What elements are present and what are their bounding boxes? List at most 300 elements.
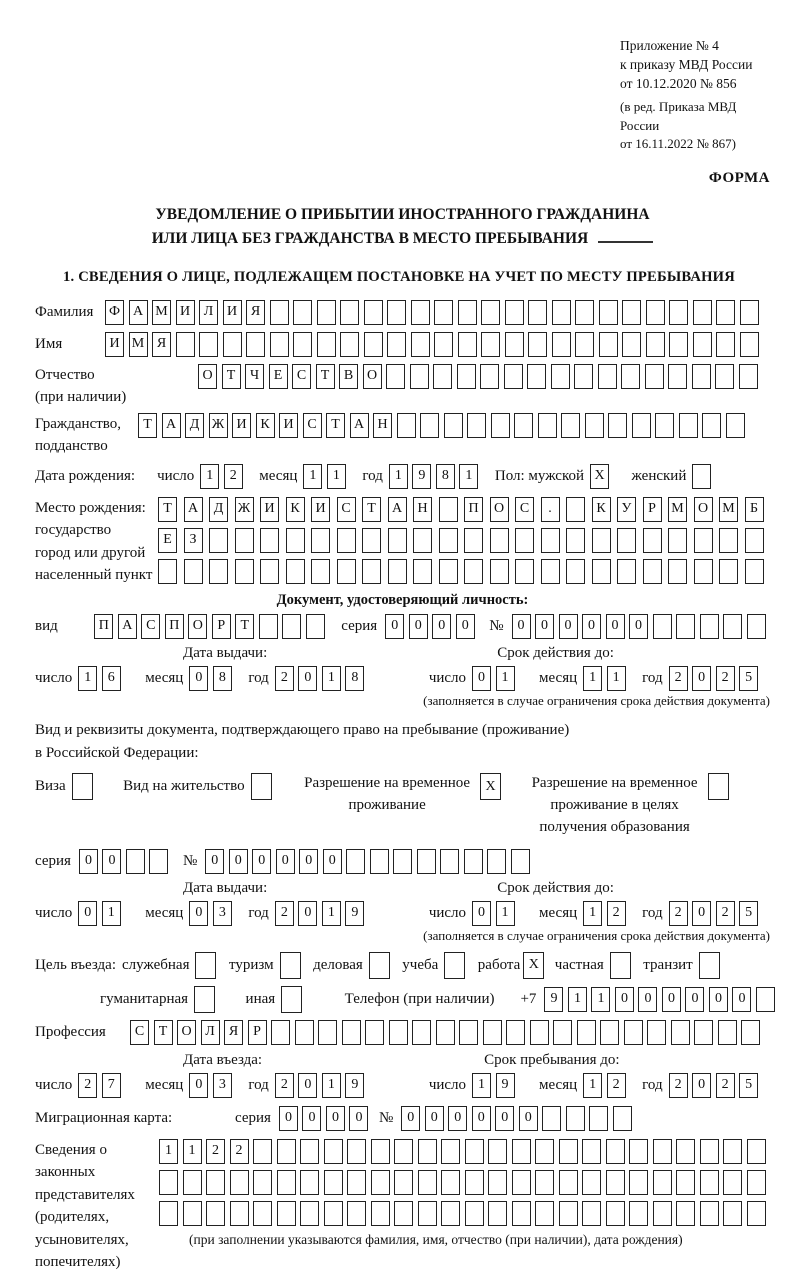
char-box[interactable]: 2 bbox=[716, 901, 735, 926]
char-box[interactable] bbox=[230, 1201, 249, 1226]
char-box[interactable] bbox=[418, 1139, 437, 1164]
char-box[interactable] bbox=[394, 1139, 413, 1164]
char-box[interactable] bbox=[440, 849, 459, 874]
char-box[interactable]: 0 bbox=[662, 987, 681, 1012]
char-box[interactable] bbox=[282, 614, 301, 639]
temp-edu-checkbox[interactable] bbox=[708, 773, 734, 800]
char-box[interactable] bbox=[515, 559, 534, 584]
char-box[interactable] bbox=[286, 559, 305, 584]
char-box[interactable] bbox=[504, 364, 523, 389]
char-box[interactable] bbox=[347, 1201, 366, 1226]
doc-issue-month-boxes[interactable] bbox=[189, 666, 236, 691]
char-box[interactable]: С bbox=[130, 1020, 149, 1045]
char-box[interactable] bbox=[491, 413, 510, 438]
char-box[interactable] bbox=[528, 300, 547, 325]
sex-male-checkbox[interactable] bbox=[590, 464, 614, 489]
char-box[interactable] bbox=[512, 1201, 531, 1226]
char-box[interactable] bbox=[643, 559, 662, 584]
char-box[interactable] bbox=[756, 987, 775, 1012]
char-box[interactable]: 1 bbox=[459, 464, 478, 489]
char-box[interactable] bbox=[413, 559, 432, 584]
char-box[interactable] bbox=[511, 849, 530, 874]
char-box[interactable] bbox=[340, 300, 359, 325]
char-box[interactable] bbox=[643, 528, 662, 553]
char-box[interactable]: X bbox=[480, 773, 501, 800]
purpose-official-checkbox[interactable] bbox=[195, 952, 221, 979]
char-box[interactable] bbox=[434, 332, 453, 357]
char-box[interactable] bbox=[159, 1170, 178, 1195]
char-box[interactable] bbox=[369, 952, 390, 979]
char-box[interactable]: 0 bbox=[606, 614, 625, 639]
char-box[interactable]: Р bbox=[212, 614, 231, 639]
patronymic-boxes[interactable] bbox=[198, 364, 762, 389]
char-box[interactable]: 0 bbox=[425, 1106, 444, 1131]
stay-day-boxes[interactable] bbox=[472, 1073, 519, 1098]
char-box[interactable]: 0 bbox=[472, 901, 491, 926]
char-box[interactable]: П bbox=[94, 614, 113, 639]
char-box[interactable]: 0 bbox=[692, 666, 711, 691]
char-box[interactable]: 1 bbox=[78, 666, 97, 691]
doc-type-boxes[interactable] bbox=[94, 614, 329, 639]
char-box[interactable]: 0 bbox=[629, 614, 648, 639]
char-box[interactable] bbox=[389, 1020, 408, 1045]
char-box[interactable] bbox=[293, 332, 312, 357]
char-box[interactable]: 3 bbox=[213, 901, 232, 926]
mig-series-boxes[interactable] bbox=[279, 1106, 373, 1131]
char-box[interactable] bbox=[541, 559, 560, 584]
char-box[interactable]: М bbox=[152, 300, 171, 325]
char-box[interactable] bbox=[716, 332, 735, 357]
char-box[interactable] bbox=[293, 300, 312, 325]
char-box[interactable] bbox=[184, 559, 203, 584]
char-box[interactable]: 0 bbox=[205, 849, 224, 874]
char-box[interactable] bbox=[467, 413, 486, 438]
char-box[interactable]: 2 bbox=[275, 1073, 294, 1098]
doc-series-boxes[interactable] bbox=[385, 614, 479, 639]
char-box[interactable]: 0 bbox=[401, 1106, 420, 1131]
char-box[interactable] bbox=[723, 1201, 742, 1226]
char-box[interactable] bbox=[719, 559, 738, 584]
char-box[interactable] bbox=[719, 528, 738, 553]
char-box[interactable] bbox=[72, 773, 93, 800]
guardians-row-1[interactable] bbox=[159, 1139, 770, 1164]
char-box[interactable]: С bbox=[515, 497, 534, 522]
char-box[interactable] bbox=[610, 952, 631, 979]
char-box[interactable]: 0 bbox=[302, 1106, 321, 1131]
birth-day-boxes[interactable] bbox=[200, 464, 247, 489]
char-box[interactable]: 0 bbox=[685, 987, 704, 1012]
char-box[interactable] bbox=[528, 332, 547, 357]
char-box[interactable] bbox=[342, 1020, 361, 1045]
char-box[interactable] bbox=[388, 528, 407, 553]
char-box[interactable] bbox=[371, 1170, 390, 1195]
char-box[interactable] bbox=[235, 528, 254, 553]
mig-number-boxes[interactable] bbox=[401, 1106, 636, 1131]
char-box[interactable]: 5 bbox=[739, 901, 758, 926]
char-box[interactable] bbox=[387, 332, 406, 357]
res-valid-month-boxes[interactable] bbox=[583, 901, 630, 926]
char-box[interactable] bbox=[747, 1170, 766, 1195]
surname-boxes[interactable] bbox=[105, 300, 763, 325]
char-box[interactable] bbox=[671, 1020, 690, 1045]
char-box[interactable] bbox=[271, 1020, 290, 1045]
char-box[interactable]: Ч bbox=[245, 364, 264, 389]
char-box[interactable]: 1 bbox=[322, 1073, 341, 1098]
char-box[interactable] bbox=[458, 300, 477, 325]
char-box[interactable] bbox=[669, 300, 688, 325]
char-box[interactable] bbox=[693, 300, 712, 325]
char-box[interactable]: 1 bbox=[322, 666, 341, 691]
doc-valid-month-boxes[interactable] bbox=[583, 666, 630, 691]
char-box[interactable]: 0 bbox=[189, 666, 208, 691]
char-box[interactable]: Т bbox=[158, 497, 177, 522]
entry-day-boxes[interactable] bbox=[78, 1073, 125, 1098]
char-box[interactable]: Ж bbox=[235, 497, 254, 522]
char-box[interactable] bbox=[676, 614, 695, 639]
char-box[interactable]: 1 bbox=[159, 1139, 178, 1164]
char-box[interactable] bbox=[253, 1201, 272, 1226]
char-box[interactable] bbox=[253, 1170, 272, 1195]
char-box[interactable]: 9 bbox=[345, 1073, 364, 1098]
char-box[interactable] bbox=[592, 528, 611, 553]
char-box[interactable] bbox=[209, 559, 228, 584]
phone-boxes[interactable] bbox=[544, 987, 779, 1012]
char-box[interactable]: Я bbox=[224, 1020, 243, 1045]
char-box[interactable] bbox=[600, 1020, 619, 1045]
char-box[interactable] bbox=[324, 1170, 343, 1195]
char-box[interactable] bbox=[418, 1170, 437, 1195]
profession-boxes[interactable] bbox=[130, 1020, 765, 1045]
res-number-boxes[interactable] bbox=[205, 849, 534, 874]
char-box[interactable]: Т bbox=[235, 614, 254, 639]
char-box[interactable]: 1 bbox=[607, 666, 626, 691]
char-box[interactable] bbox=[158, 559, 177, 584]
char-box[interactable] bbox=[411, 332, 430, 357]
char-box[interactable] bbox=[281, 986, 302, 1013]
char-box[interactable] bbox=[441, 1201, 460, 1226]
char-box[interactable]: 9 bbox=[345, 901, 364, 926]
char-box[interactable]: 2 bbox=[78, 1073, 97, 1098]
char-box[interactable] bbox=[646, 300, 665, 325]
char-box[interactable]: 1 bbox=[389, 464, 408, 489]
char-box[interactable]: С bbox=[303, 413, 322, 438]
char-box[interactable]: Я bbox=[152, 332, 171, 357]
res-issue-day-boxes[interactable] bbox=[78, 901, 125, 926]
char-box[interactable]: Е bbox=[269, 364, 288, 389]
char-box[interactable] bbox=[552, 300, 571, 325]
char-box[interactable] bbox=[458, 332, 477, 357]
char-box[interactable]: Б bbox=[745, 497, 764, 522]
char-box[interactable] bbox=[487, 849, 506, 874]
doc-valid-year-boxes[interactable] bbox=[669, 666, 763, 691]
char-box[interactable] bbox=[183, 1201, 202, 1226]
char-box[interactable] bbox=[481, 300, 500, 325]
char-box[interactable] bbox=[700, 1201, 719, 1226]
char-box[interactable] bbox=[598, 364, 617, 389]
char-box[interactable] bbox=[387, 300, 406, 325]
char-box[interactable]: 5 bbox=[739, 1073, 758, 1098]
char-box[interactable] bbox=[582, 1170, 601, 1195]
char-box[interactable] bbox=[270, 332, 289, 357]
char-box[interactable]: Т bbox=[138, 413, 157, 438]
char-box[interactable] bbox=[206, 1170, 225, 1195]
purpose-work-checkbox[interactable] bbox=[523, 952, 549, 979]
char-box[interactable] bbox=[176, 332, 195, 357]
char-box[interactable] bbox=[277, 1170, 296, 1195]
res-series-boxes[interactable] bbox=[79, 849, 173, 874]
char-box[interactable] bbox=[574, 364, 593, 389]
birth-place-row-1[interactable] bbox=[158, 497, 770, 522]
char-box[interactable] bbox=[653, 1170, 672, 1195]
doc-issue-year-boxes[interactable] bbox=[275, 666, 369, 691]
temp-residence-checkbox[interactable] bbox=[480, 773, 506, 800]
birth-place-row-2[interactable] bbox=[158, 528, 770, 553]
sex-female-checkbox[interactable] bbox=[692, 464, 716, 489]
purpose-private-checkbox[interactable] bbox=[610, 952, 636, 979]
char-box[interactable] bbox=[159, 1201, 178, 1226]
char-box[interactable] bbox=[411, 300, 430, 325]
char-box[interactable] bbox=[592, 559, 611, 584]
birth-year-boxes[interactable] bbox=[389, 464, 483, 489]
char-box[interactable] bbox=[277, 1201, 296, 1226]
char-box[interactable]: 7 bbox=[102, 1073, 121, 1098]
char-box[interactable] bbox=[433, 364, 452, 389]
char-box[interactable]: 0 bbox=[385, 614, 404, 639]
char-box[interactable] bbox=[622, 332, 641, 357]
char-box[interactable] bbox=[617, 559, 636, 584]
char-box[interactable] bbox=[552, 332, 571, 357]
char-box[interactable]: 0 bbox=[229, 849, 248, 874]
char-box[interactable] bbox=[693, 332, 712, 357]
res-valid-day-boxes[interactable] bbox=[472, 901, 519, 926]
char-box[interactable]: X bbox=[590, 464, 609, 489]
char-box[interactable]: 0 bbox=[472, 666, 491, 691]
char-box[interactable] bbox=[542, 1106, 561, 1131]
char-box[interactable] bbox=[668, 528, 687, 553]
char-box[interactable]: 0 bbox=[448, 1106, 467, 1131]
char-box[interactable]: 0 bbox=[535, 614, 554, 639]
char-box[interactable] bbox=[394, 1170, 413, 1195]
char-box[interactable] bbox=[183, 1170, 202, 1195]
char-box[interactable]: Р bbox=[248, 1020, 267, 1045]
res-issue-month-boxes[interactable] bbox=[189, 901, 236, 926]
char-box[interactable] bbox=[465, 1201, 484, 1226]
char-box[interactable]: В bbox=[339, 364, 358, 389]
char-box[interactable]: 0 bbox=[189, 1073, 208, 1098]
char-box[interactable]: И bbox=[232, 413, 251, 438]
char-box[interactable] bbox=[457, 364, 476, 389]
char-box[interactable] bbox=[589, 1106, 608, 1131]
char-box[interactable]: Ф bbox=[105, 300, 124, 325]
doc-number-boxes[interactable] bbox=[512, 614, 771, 639]
char-box[interactable]: Я bbox=[246, 300, 265, 325]
char-box[interactable]: Д bbox=[185, 413, 204, 438]
char-box[interactable] bbox=[126, 849, 145, 874]
char-box[interactable]: 0 bbox=[323, 849, 342, 874]
char-box[interactable] bbox=[260, 559, 279, 584]
char-box[interactable] bbox=[365, 1020, 384, 1045]
char-box[interactable] bbox=[149, 849, 168, 874]
char-box[interactable] bbox=[412, 1020, 431, 1045]
char-box[interactable]: 0 bbox=[298, 1073, 317, 1098]
purpose-study-checkbox[interactable] bbox=[444, 952, 470, 979]
visa-checkbox[interactable] bbox=[72, 773, 98, 800]
char-box[interactable]: Т bbox=[222, 364, 241, 389]
char-box[interactable] bbox=[559, 1170, 578, 1195]
char-box[interactable]: 0 bbox=[709, 987, 728, 1012]
char-box[interactable]: 0 bbox=[615, 987, 634, 1012]
char-box[interactable]: 2 bbox=[607, 1073, 626, 1098]
char-box[interactable] bbox=[740, 332, 759, 357]
char-box[interactable] bbox=[235, 559, 254, 584]
char-box[interactable]: X bbox=[523, 952, 544, 979]
char-box[interactable] bbox=[541, 528, 560, 553]
char-box[interactable]: А bbox=[184, 497, 203, 522]
char-box[interactable] bbox=[464, 528, 483, 553]
char-box[interactable]: 1 bbox=[583, 666, 602, 691]
char-box[interactable] bbox=[629, 1170, 648, 1195]
char-box[interactable] bbox=[668, 364, 687, 389]
char-box[interactable]: 1 bbox=[183, 1139, 202, 1164]
char-box[interactable] bbox=[676, 1201, 695, 1226]
char-box[interactable] bbox=[439, 559, 458, 584]
char-box[interactable]: К bbox=[256, 413, 275, 438]
char-box[interactable] bbox=[371, 1201, 390, 1226]
char-box[interactable] bbox=[300, 1139, 319, 1164]
char-box[interactable]: 0 bbox=[252, 849, 271, 874]
char-box[interactable] bbox=[700, 1139, 719, 1164]
char-box[interactable] bbox=[692, 364, 711, 389]
char-box[interactable]: И bbox=[260, 497, 279, 522]
char-box[interactable] bbox=[582, 1139, 601, 1164]
char-box[interactable]: 1 bbox=[496, 666, 515, 691]
char-box[interactable] bbox=[388, 559, 407, 584]
purpose-other-checkbox[interactable] bbox=[281, 986, 307, 1013]
char-box[interactable]: 2 bbox=[275, 901, 294, 926]
char-box[interactable]: П bbox=[464, 497, 483, 522]
char-box[interactable]: 1 bbox=[496, 901, 515, 926]
char-box[interactable] bbox=[306, 614, 325, 639]
stay-year-boxes[interactable] bbox=[669, 1073, 763, 1098]
char-box[interactable]: 2 bbox=[230, 1139, 249, 1164]
char-box[interactable] bbox=[441, 1170, 460, 1195]
char-box[interactable] bbox=[676, 1170, 695, 1195]
char-box[interactable] bbox=[488, 1201, 507, 1226]
char-box[interactable] bbox=[434, 300, 453, 325]
char-box[interactable]: О bbox=[188, 614, 207, 639]
char-box[interactable]: С bbox=[141, 614, 160, 639]
char-box[interactable] bbox=[745, 559, 764, 584]
char-box[interactable]: . bbox=[541, 497, 560, 522]
purpose-humanitarian-checkbox[interactable] bbox=[194, 986, 220, 1013]
char-box[interactable] bbox=[575, 300, 594, 325]
char-box[interactable] bbox=[488, 1139, 507, 1164]
char-box[interactable]: 0 bbox=[79, 849, 98, 874]
char-box[interactable] bbox=[716, 300, 735, 325]
char-box[interactable]: 1 bbox=[472, 1073, 491, 1098]
char-box[interactable]: И bbox=[105, 332, 124, 357]
char-box[interactable]: Н bbox=[413, 497, 432, 522]
char-box[interactable]: Т bbox=[362, 497, 381, 522]
char-box[interactable]: 0 bbox=[326, 1106, 345, 1131]
char-box[interactable]: И bbox=[311, 497, 330, 522]
char-box[interactable] bbox=[441, 1139, 460, 1164]
char-box[interactable] bbox=[632, 413, 651, 438]
char-box[interactable]: 0 bbox=[276, 849, 295, 874]
char-box[interactable]: 0 bbox=[102, 849, 121, 874]
char-box[interactable] bbox=[253, 1139, 272, 1164]
char-box[interactable]: Р bbox=[643, 497, 662, 522]
char-box[interactable]: И bbox=[279, 413, 298, 438]
char-box[interactable] bbox=[394, 1201, 413, 1226]
char-box[interactable]: 1 bbox=[200, 464, 219, 489]
char-box[interactable] bbox=[364, 332, 383, 357]
char-box[interactable] bbox=[740, 300, 759, 325]
char-box[interactable] bbox=[608, 413, 627, 438]
char-box[interactable] bbox=[617, 528, 636, 553]
char-box[interactable] bbox=[715, 364, 734, 389]
char-box[interactable]: 0 bbox=[189, 901, 208, 926]
char-box[interactable] bbox=[645, 364, 664, 389]
char-box[interactable]: 0 bbox=[78, 901, 97, 926]
char-box[interactable] bbox=[739, 364, 758, 389]
char-box[interactable]: 0 bbox=[519, 1106, 538, 1131]
char-box[interactable] bbox=[439, 528, 458, 553]
char-box[interactable] bbox=[364, 300, 383, 325]
char-box[interactable] bbox=[723, 1170, 742, 1195]
char-box[interactable] bbox=[223, 332, 242, 357]
char-box[interactable]: 0 bbox=[456, 614, 475, 639]
purpose-business-checkbox[interactable] bbox=[369, 952, 395, 979]
char-box[interactable] bbox=[417, 849, 436, 874]
char-box[interactable] bbox=[311, 528, 330, 553]
char-box[interactable] bbox=[577, 1020, 596, 1045]
char-box[interactable] bbox=[553, 1020, 572, 1045]
char-box[interactable] bbox=[439, 497, 458, 522]
purpose-transit-checkbox[interactable] bbox=[699, 952, 725, 979]
char-box[interactable]: Ж bbox=[209, 413, 228, 438]
char-box[interactable] bbox=[362, 559, 381, 584]
char-box[interactable] bbox=[747, 1201, 766, 1226]
char-box[interactable] bbox=[465, 1170, 484, 1195]
char-box[interactable] bbox=[436, 1020, 455, 1045]
char-box[interactable]: 0 bbox=[495, 1106, 514, 1131]
char-box[interactable] bbox=[251, 773, 272, 800]
residence-permit-checkbox[interactable] bbox=[251, 773, 277, 800]
char-box[interactable] bbox=[347, 1139, 366, 1164]
char-box[interactable] bbox=[676, 1139, 695, 1164]
char-box[interactable]: О bbox=[177, 1020, 196, 1045]
char-box[interactable]: Д bbox=[209, 497, 228, 522]
char-box[interactable]: П bbox=[165, 614, 184, 639]
char-box[interactable] bbox=[514, 413, 533, 438]
char-box[interactable] bbox=[259, 614, 278, 639]
char-box[interactable] bbox=[280, 952, 301, 979]
char-box[interactable] bbox=[337, 528, 356, 553]
char-box[interactable] bbox=[444, 952, 465, 979]
char-box[interactable] bbox=[371, 1139, 390, 1164]
char-box[interactable] bbox=[506, 1020, 525, 1045]
char-box[interactable] bbox=[747, 1139, 766, 1164]
char-box[interactable]: 0 bbox=[732, 987, 751, 1012]
stay-month-boxes[interactable] bbox=[583, 1073, 630, 1098]
char-box[interactable]: М bbox=[129, 332, 148, 357]
char-box[interactable] bbox=[629, 1139, 648, 1164]
char-box[interactable] bbox=[622, 300, 641, 325]
char-box[interactable]: К bbox=[592, 497, 611, 522]
res-valid-year-boxes[interactable] bbox=[669, 901, 763, 926]
char-box[interactable] bbox=[246, 332, 265, 357]
